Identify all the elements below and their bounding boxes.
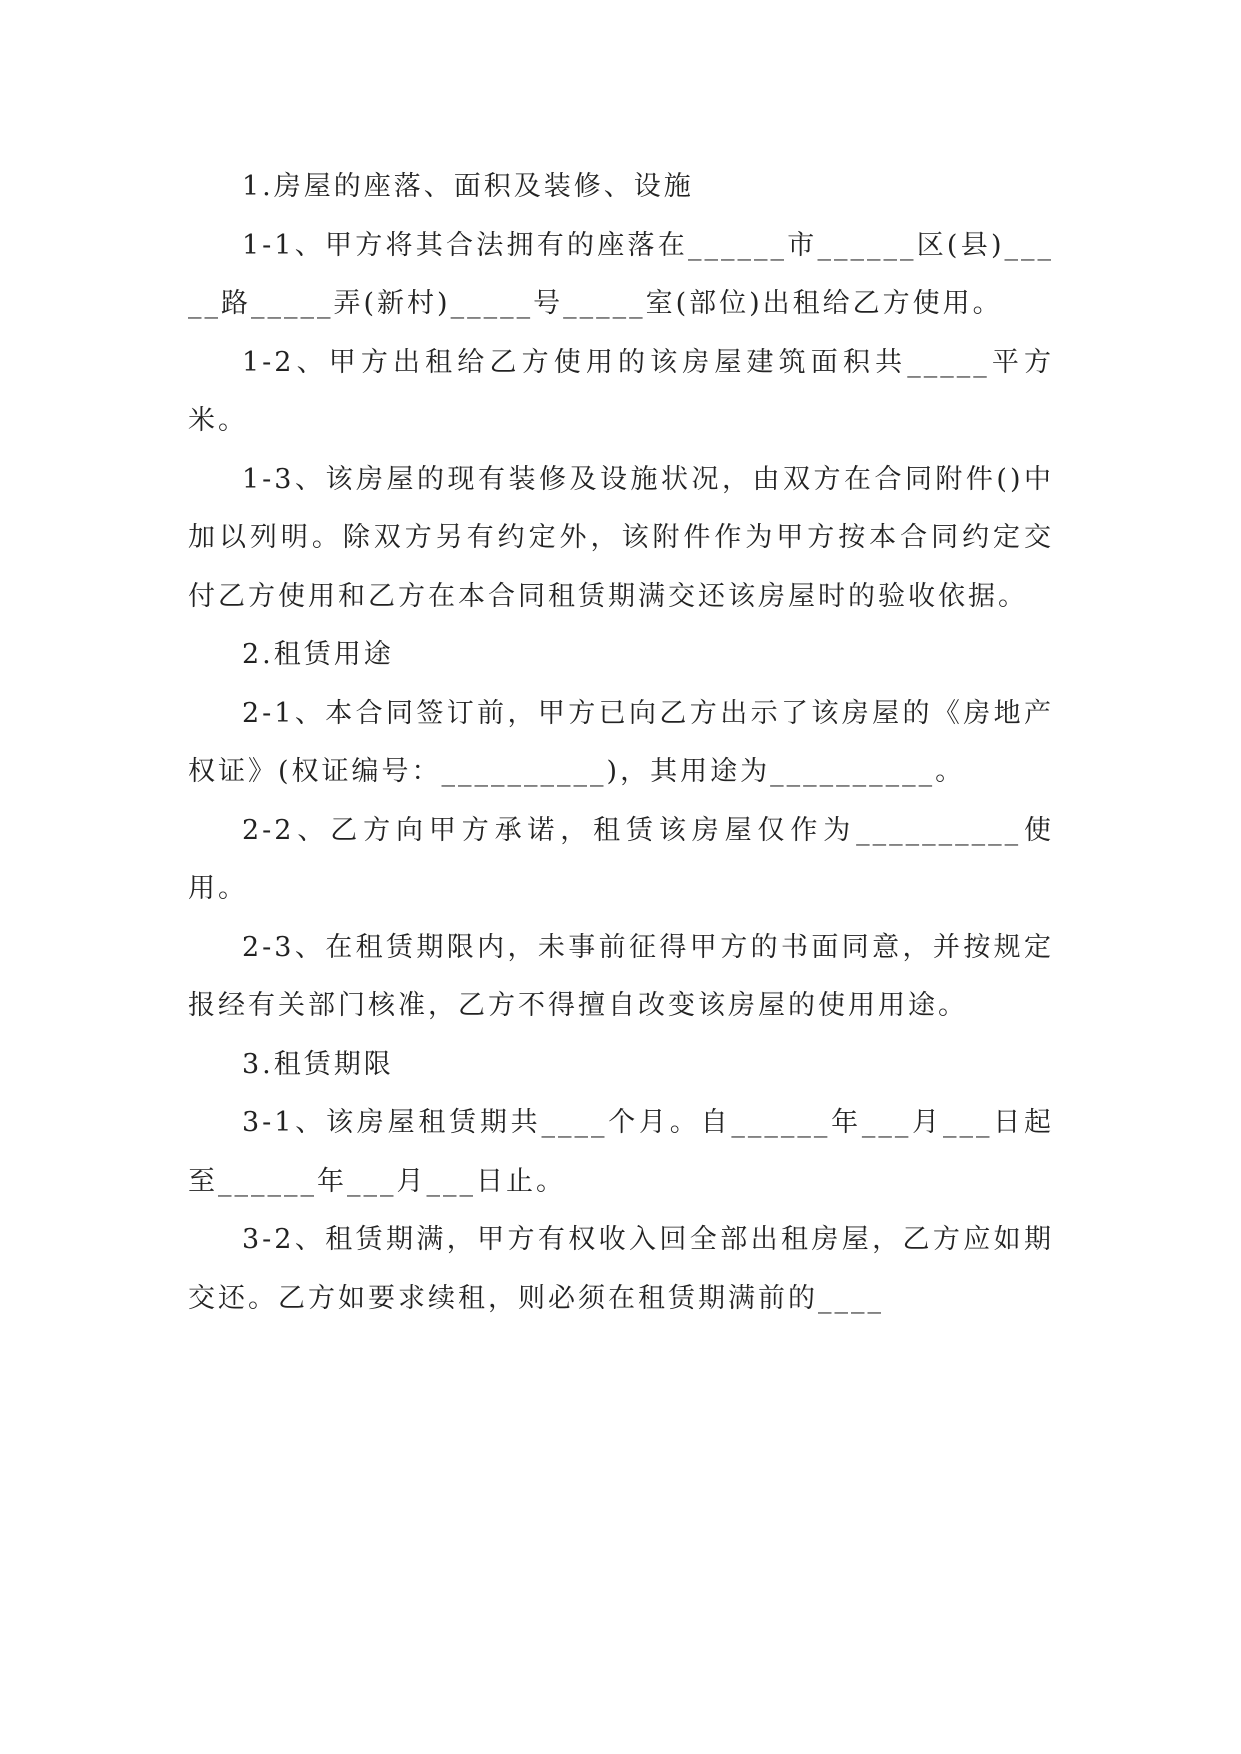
clause-1-3: 1-3、该房屋的现有装修及设施状况，由双方在合同附件()中加以列明。除双方另有约定外，该附件作为甲方按本合同约定交付乙方使用和乙方在本合同租赁期满交还该房屋时的验收依据。 [188,463,1054,612]
clause-3-1: 3-1、该房屋租赁期共____个月。自______年___月___日起至______年___月___日止。 [188,1107,1054,1197]
section-heading-1: 1.房屋的座落、面积及装修、设施 [242,171,694,202]
clause-2-2: 2-2、乙方向甲方承诺，租赁该房屋仅作为__________使用。 [188,814,1054,904]
clause-2-3: 2-3、在租赁期限内，未事前征得甲方的书面同意，并按规定报经有关部门核准，乙方不得擅自改变该房屋的使用用途。 [188,931,1054,1021]
document-body [188,158,1054,1328]
clause-2-1: 2-1、本合同签订前，甲方已向乙方出示了该房屋的《房地产权证》(权证编号：__________)，其用途为__________。 [188,697,1054,787]
clause-1-2: 1-2、甲方出租给乙方使用的该房屋建筑面积共_____平方米。 [188,346,1054,436]
section-heading-2: 2.租赁用途 [242,639,394,670]
clause-1-1: 1-1、甲方将其合法拥有的座落在______市______区(县)_____路_____弄(新村)_____号_____室(部位)出租给乙方使用。 [188,229,1054,319]
clause-3-2: 3-2、租赁期满，甲方有权收入回全部出租房屋，乙方应如期交还。乙方如要求续租，则必须在租赁期满前的____ [188,1224,1054,1314]
section-heading-3: 3.租赁期限 [242,1048,394,1080]
